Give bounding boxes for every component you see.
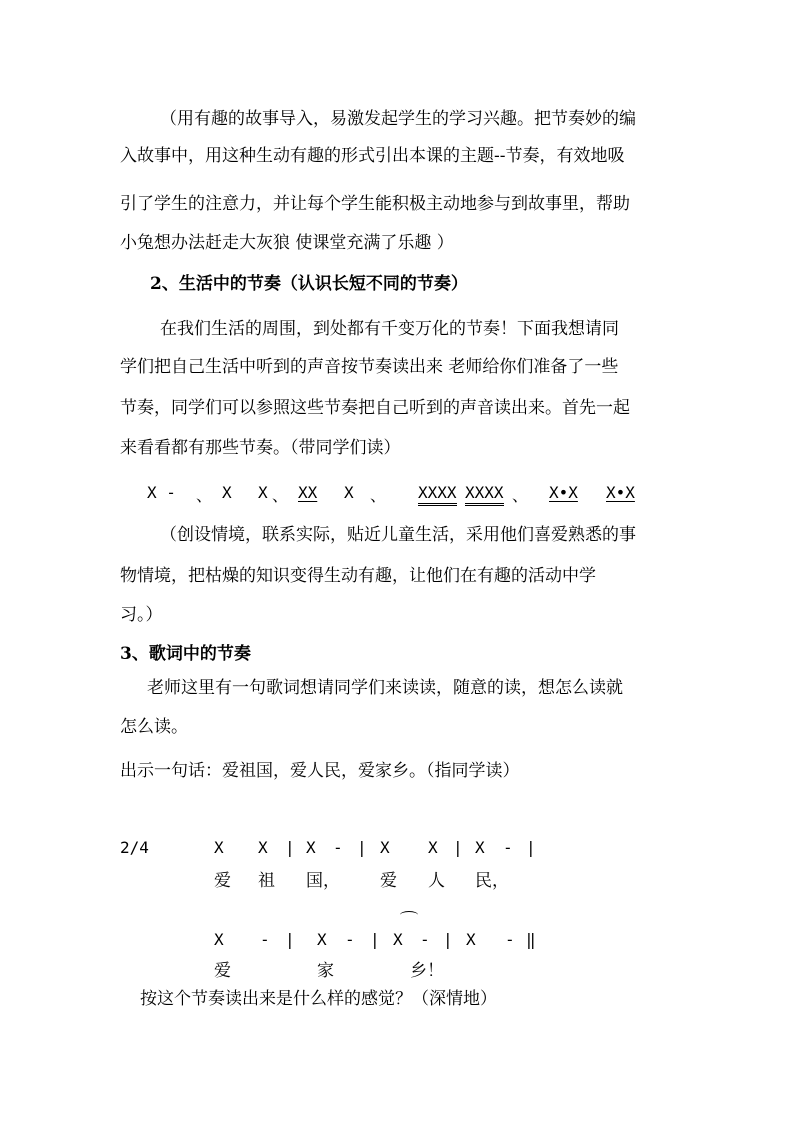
rhythm-half-note: X -	[147, 483, 176, 502]
score-dash: -	[345, 930, 355, 949]
score-dash: -	[260, 930, 270, 949]
score-dash: -	[505, 930, 515, 949]
lyric-char: 家	[317, 961, 334, 981]
rhythm-quarter-note: X	[222, 483, 232, 502]
para3-line2: 物情境，把枯燥的知识变得生动有趣，让他们在有趣的活动中学	[120, 566, 596, 586]
score-note: X	[393, 930, 403, 949]
para4-line1: 老师这里有一句歌词想请同学们来读读，随意的读，想怎么读就	[147, 678, 623, 698]
rhythm-dotted-note: X•X	[606, 483, 635, 502]
score-dash: -	[420, 930, 430, 949]
slur-mark	[400, 911, 418, 919]
score-note: X	[317, 930, 327, 949]
lyric-char: 国，	[306, 871, 340, 891]
final-question: 按这个节奏读出来是什么样的感觉？（深情地）	[140, 989, 497, 1009]
para1-line2: 入故事中，用这种生动有趣的形式引出本课的主题--节奏，有效地吸	[120, 146, 625, 166]
score-note: X	[428, 838, 438, 857]
score-barline: |	[285, 838, 295, 857]
para2-line4: 来看看都有那些节奏。（带同学们读）	[120, 438, 401, 458]
para2-line2: 学们把自己生活中听到的声音按节奏读出来 老师给你们准备了一些	[120, 357, 619, 377]
score-dash: -	[503, 838, 513, 857]
lyric-char: 祖	[258, 871, 275, 891]
time-signature: 2/4	[120, 838, 149, 857]
section-heading-2: 2、生活中的节奏（认识长短不同的节奏）	[150, 274, 468, 294]
lyric-char: 乡！	[410, 961, 444, 981]
score-note: X	[258, 838, 268, 857]
para2-line1: 在我们生活的周围，到处都有千变万化的节奏！下面我想请同	[160, 319, 619, 339]
score-note: X	[466, 930, 476, 949]
score-final-barline: ‖	[526, 930, 536, 949]
rhythm-quarter-note: X	[258, 483, 268, 502]
lyric-char: 爱	[214, 871, 231, 891]
score-dash: -	[333, 838, 343, 857]
para1-line3: 引了学生的注意力，并让每个学生能积极主动地参与到故事里，帮助	[120, 194, 630, 214]
score-note: X	[475, 838, 485, 857]
score-note: X	[214, 838, 224, 857]
rhythm-separator: 、	[370, 486, 387, 505]
lyric-char: 民，	[475, 871, 509, 891]
para1-line4: 小兔想办法赶走大灰狼 使课堂充满了乐趣 ）	[120, 233, 454, 253]
score-barline: |	[357, 838, 367, 857]
score-barline: |	[285, 930, 295, 949]
rhythm-separator: 、	[512, 486, 529, 505]
score-barline: |	[526, 838, 536, 857]
para3-line1: （创设情境，联系实际，贴近儿童生活，采用他们喜爱熟悉的事	[160, 525, 636, 545]
rhythm-separator: 、	[196, 486, 213, 505]
para3-line3: 习。）	[120, 605, 163, 625]
rhythm-dotted-note: X•X	[549, 483, 578, 502]
score-note: X	[380, 838, 390, 857]
lyric-char: 爱	[380, 871, 397, 891]
score-note: X	[306, 838, 316, 857]
rhythm-eighth-notes: XX	[298, 483, 318, 502]
score-barline: |	[453, 838, 463, 857]
lyric-char: 爱	[214, 961, 231, 981]
para1-line1: （用有趣的故事导入，易激发起学生的学习兴趣。把节奏妙的编	[160, 109, 636, 129]
rhythm-separator: 、	[272, 486, 289, 505]
section-heading-3: 3、歌词中的节奏	[120, 644, 251, 664]
para4-line2: 怎么读。	[120, 717, 188, 737]
rhythm-sixteenth-notes: XXXX	[418, 483, 457, 506]
lyric-char: 人	[428, 871, 445, 891]
example-sentence: 出示一句话：爱祖国，爱人民，爱家乡。（指同学读）	[120, 761, 520, 781]
score-note: X	[214, 930, 224, 949]
rhythm-quarter-note: X	[344, 483, 354, 502]
rhythm-sixteenth-notes: XXXX	[465, 483, 504, 506]
para2-line3: 节奏，同学们可以参照这些节奏把自己听到的声音读出来。首先一起	[120, 398, 630, 418]
score-barline: |	[370, 930, 380, 949]
score-barline: |	[443, 930, 453, 949]
